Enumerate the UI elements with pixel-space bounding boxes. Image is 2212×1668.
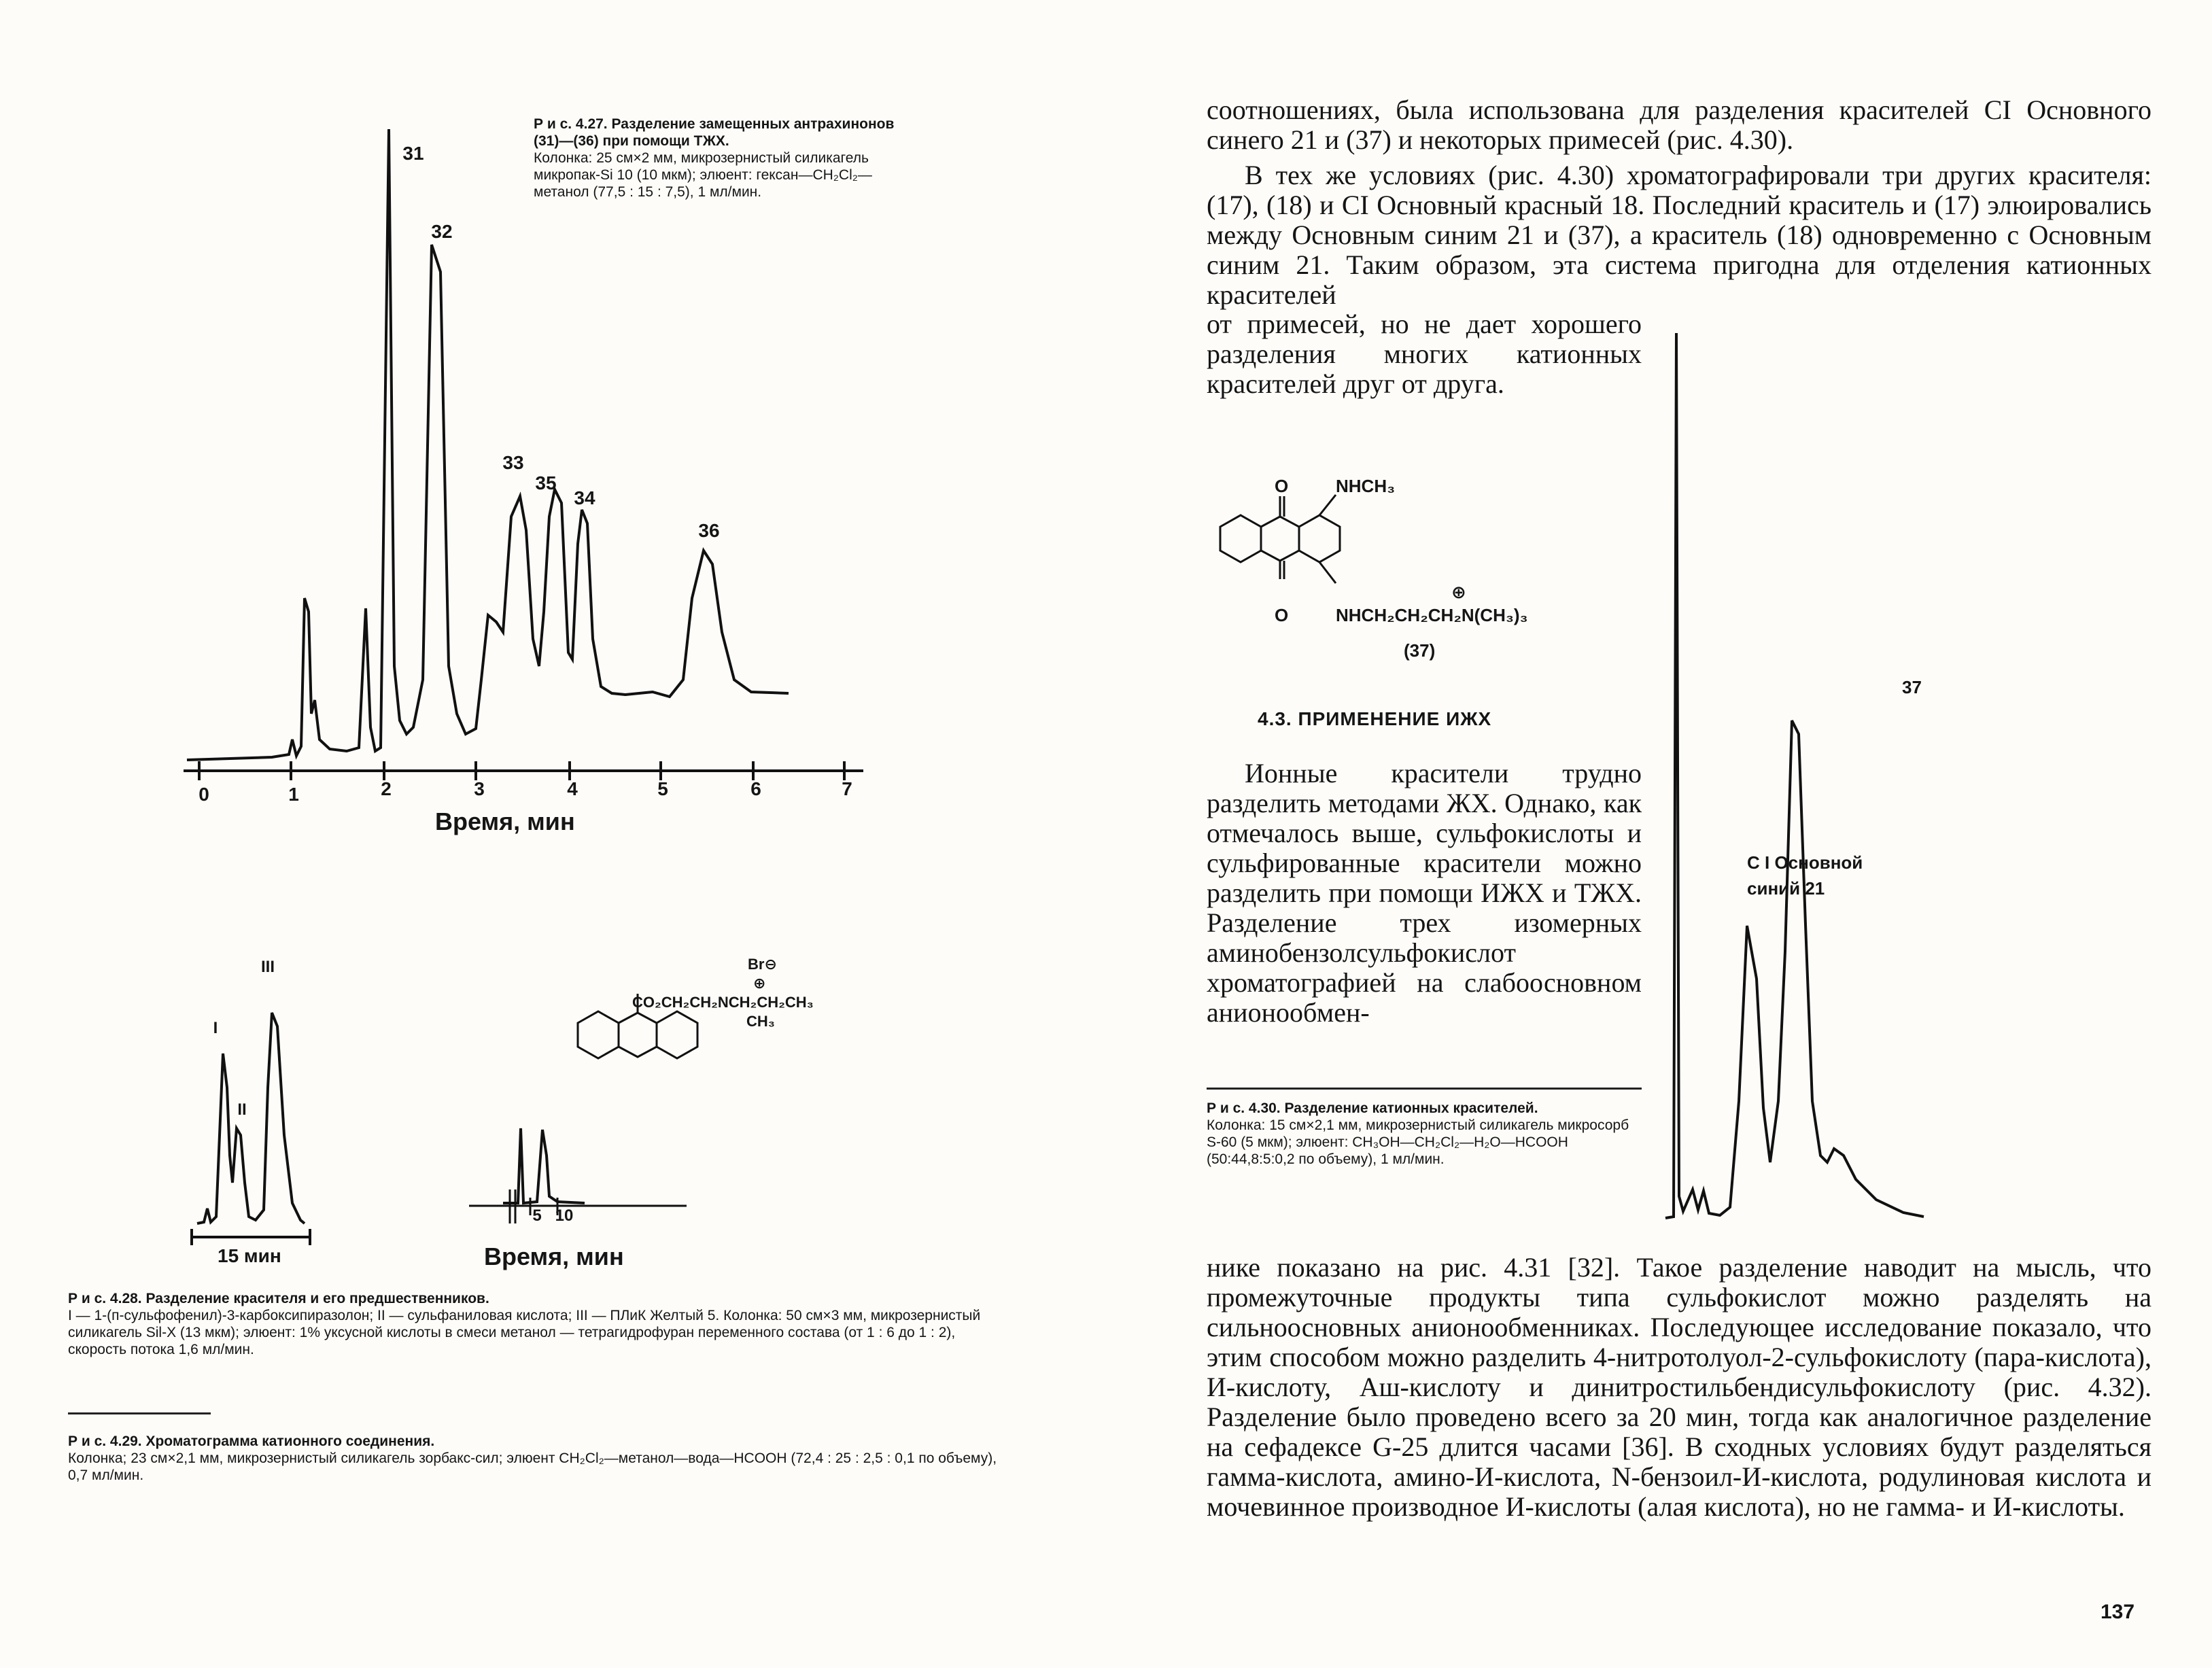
compound-label: (37): [1404, 640, 1436, 661]
structure-methyl: CH₃: [746, 1013, 775, 1030]
chromatogram-4-29: [462, 952, 897, 1271]
tick-label: 5: [657, 778, 668, 799]
peak-label: 34: [574, 487, 595, 508]
peak-label: II: [237, 1100, 247, 1119]
tick-label: 3: [474, 778, 485, 799]
x-axis-label: Время, мин: [484, 1243, 624, 1270]
peak-label-ci-2: синий 21: [1747, 878, 1825, 899]
peak-label-37: 37: [1902, 677, 1922, 697]
paragraph-2-continued: от примесей, но не дает хорошего разделения многих катионных красителей друг от друга.: [1207, 309, 1642, 399]
caption-body: I — 1-(п-сульфофенил)-3-карбоксипиразолон; II — сульфаниловая кислота; III — ПЛиК Желтый 5. Колонка: 50 см×3 мм, микрозернистый силикагель Sil-X (13 мкм); элюент: 1% уксусной кислоты в смеси метанол — тетрагидрофуран переменного состава (от 1 : 6 до 1 : 2), скорость потока 1,6 мл/мин.: [68, 1308, 981, 1357]
divider: [1207, 1088, 1642, 1090]
caption-title: Р и с. 4.28. Разделение красителя и его предшественников.: [68, 1291, 489, 1306]
paragraph-3: Ионные красители трудно разделить методами ЖХ. Однако, как отмечалось выше, сульфокислоты и сульфированные красители можно разделить при помощи ИЖХ и ТЖХ. Разделение трех изомерных аминобензолсульфокислот хроматографией на слабоосновном анионообмен-: [1207, 758, 1642, 1028]
chromatogram-4-28: [184, 931, 510, 1257]
divider: [68, 1412, 211, 1414]
scale-bar-label: 15 мин: [218, 1245, 281, 1266]
peak-label: III: [260, 958, 275, 976]
tick-label: 7: [842, 778, 852, 799]
peak-label-ci: C I Основной: [1747, 852, 1863, 873]
caption-title: Р и с. 4.29. Хроматограмма катионного соединения.: [68, 1434, 435, 1449]
nhch3-group: NHCH₃: [1336, 476, 1396, 496]
tick-label: 0: [198, 784, 209, 805]
structure-plus: ⊕: [753, 975, 766, 992]
caption-body: Колонка: 15 см×2,1 мм, микрозернистый силикагель микросорб S-60 (5 мкм); элюент: CH₃OH—CH₂Cl₂—H₂O—HCOOH (50:44,8:5:0,2 по объему), 1 мл/мин.: [1207, 1117, 1629, 1167]
structure-anion: Br⊖: [748, 956, 777, 973]
tick-label: 4: [567, 778, 578, 799]
oxygen-bottom: O: [1275, 605, 1289, 625]
caption-title: Р и с. 4.27. Разделение замещенных антрахинонов (31)—(36) при помощи ТЖХ.: [534, 116, 895, 149]
plus-sign: ⊕: [1451, 582, 1466, 602]
tick-label: 1: [288, 784, 299, 805]
peak-label: 35: [535, 472, 557, 493]
page-number: 137: [2101, 1601, 2135, 1623]
oxygen-top: O: [1275, 476, 1289, 496]
section-heading: 4.3. ПРИМЕНЕНИЕ ИЖХ: [1258, 708, 1492, 729]
peak-label: 31: [402, 143, 424, 164]
amine-chain: NHCH₂CH₂CH₂N(CH₃)₃: [1336, 605, 1528, 625]
x-axis-label: Время, мин: [435, 807, 575, 835]
caption-title: Р и с. 4.30. Разделение катионных красителей.: [1207, 1100, 1538, 1116]
figure-caption-4-30: [1207, 1100, 1642, 1168]
peak-label: I: [213, 1019, 218, 1037]
peak-label: 36: [698, 520, 720, 541]
chromatogram-4-28-trace: [197, 1013, 305, 1223]
caption-body: Колонка: 25 см×2 мм, микрозернистый силикагель микропак-Si 10 (10 мкм); элюент: гексан—CH₂Cl₂—метанол (77,5 : 15 : 7,5), 1 мл/мин.: [534, 150, 872, 200]
paragraph-2: В тех же условиях (рис. 4.30) хроматографировали три других красителя: (17), (18) и CI Основный красный 18. Последний краситель и (17) элюировались между Основным синим 21 и (37), а краситель (18) одновременно с Основным синим 21. Таким образом, эта система пригодна для отделения катионных красителей: [1207, 160, 2151, 310]
peak-label: 33: [502, 452, 524, 473]
tick-label: 6: [750, 778, 761, 799]
tick-label: 10: [555, 1206, 574, 1225]
chromatogram-4-30-labels-2: [1740, 877, 1944, 918]
structure-chain: CO₂CH₂CH₂NCH₂CH₂CH₃: [632, 994, 814, 1011]
caption-body: Колонка; 23 см×2,1 мм, микрозернистый силикагель зорбакс-сил; элюент CH₂Cl₂—метанол—вода—HCOOH (72,4 : 25 : 2,5 : 0,1 по объему), 0,7 мл/мин.: [68, 1450, 997, 1483]
chromatogram-4-30-labels: [1740, 673, 1944, 877]
figure-caption-4-29: [68, 1433, 1006, 1484]
anthraquinone-rings: [1220, 495, 1340, 583]
tick-label: 5: [532, 1206, 542, 1225]
peak-label: 32: [431, 221, 453, 242]
tick-label: 2: [381, 778, 392, 799]
structure-37: [1207, 462, 1614, 680]
figure-caption-4-28: [68, 1290, 1006, 1358]
paragraph-4: нике показано на рис. 4.31 [32]. Такое разделение наводит на мысль, что промежуточные продукты типа сульфокислот можно разделять на сильноосновных анионообменниках. Последующее исследование показало, что этим способом можно разделить 4-нитротолуол-2-сульфокислоту (пара-кислота), И-кислоту, Аш-кислоту и динитростильбендисульфокислоту (рис. 4.32). Разделение было проведено всего за 20 мин, тогда как аналогичное разделение на сефадексе G-25 длится часами [36]. В сходных условиях будут разделяться гамма-кислота, амино-И-кислота, N-бензоил-И-кислота, родулиновая кислота и мочевинное производное И-кислоты (алая кислота), но не гамма- и И-кислоты.: [1207, 1252, 2151, 1522]
paragraph-1: соотношениях, была использована для разделения красителей CI Основного синего 21 и (37) и некоторых примесей (рис. 4.30).: [1207, 94, 2151, 155]
figure-caption-4-27: [534, 116, 897, 201]
chromatogram-4-27-trace: [187, 129, 789, 760]
